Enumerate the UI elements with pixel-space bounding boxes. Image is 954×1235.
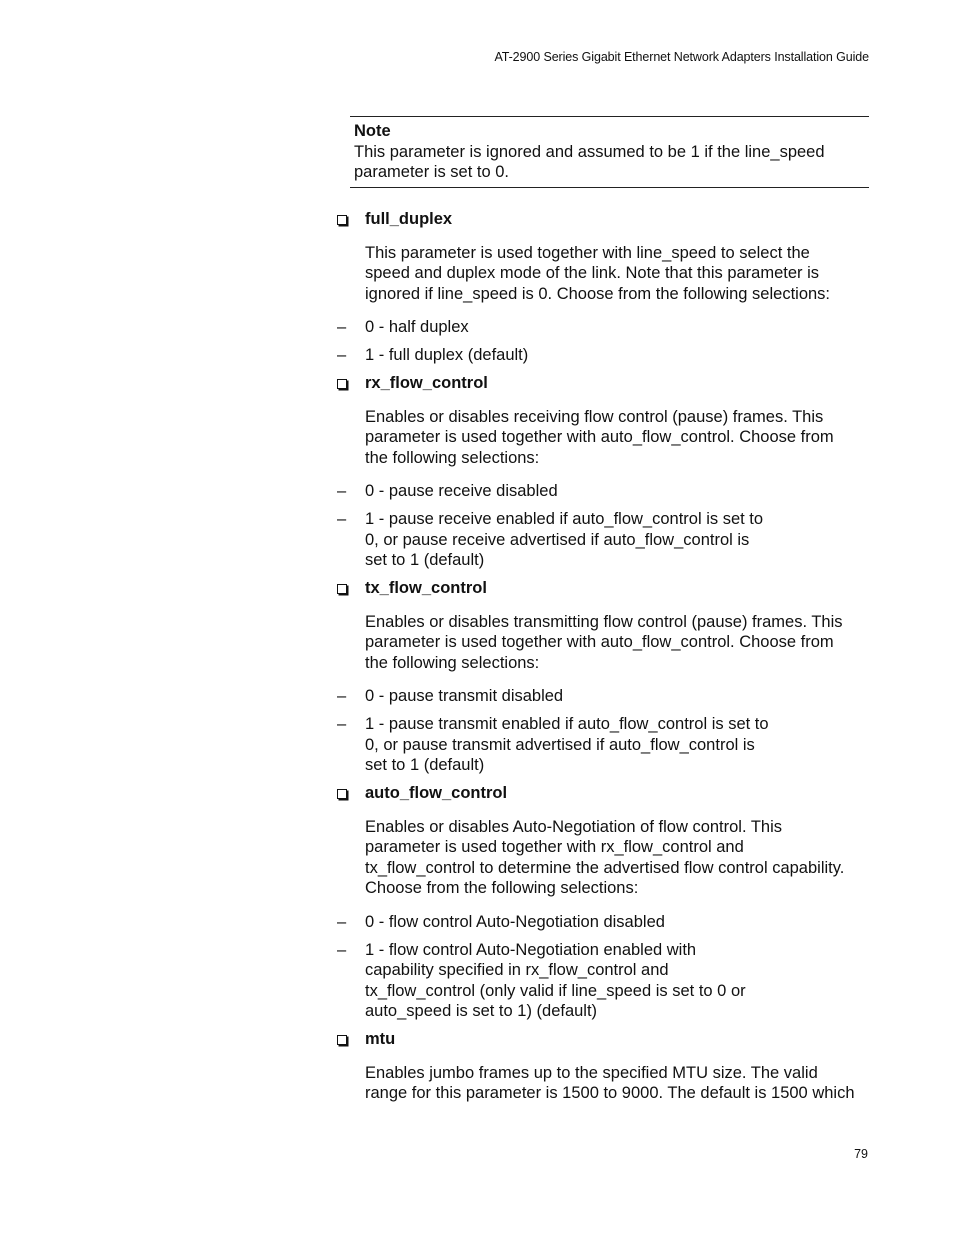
option-line: capability specified in rx_flow_control and bbox=[365, 961, 669, 979]
dash-bullet: – bbox=[337, 510, 347, 528]
option-item bbox=[334, 317, 874, 338]
dash-bullet: – bbox=[337, 482, 347, 500]
dash-bullet: – bbox=[337, 912, 347, 931]
option-item bbox=[334, 912, 874, 933]
desc-line: the following selections: bbox=[365, 653, 540, 672]
option-line: 0, or pause receive advertised if auto_flow_control is bbox=[365, 530, 750, 549]
dash-bullet: – bbox=[337, 318, 347, 336]
desc-line: Enables or disables transmitting flow control (pause) frames. This bbox=[365, 612, 843, 631]
param-heading-full-duplex bbox=[334, 209, 874, 230]
param-description bbox=[334, 612, 874, 674]
param-name: full_duplex bbox=[365, 210, 453, 228]
param-name: rx_flow_control bbox=[365, 374, 488, 392]
param-name: tx_flow_control bbox=[365, 579, 487, 597]
desc-line: This parameter is used together with line_speed to select the bbox=[365, 243, 810, 262]
param-description bbox=[334, 817, 874, 899]
desc-line: speed and duplex mode of the link. Note that this parameter is bbox=[365, 264, 820, 282]
desc-line: range for this parameter is 1500 to 9000. The default is 1500 which bbox=[365, 1084, 855, 1102]
option-item bbox=[334, 686, 874, 707]
param-heading-rx-flow-control bbox=[334, 373, 874, 394]
checkbox-bullet-icon bbox=[337, 215, 347, 225]
option-line: set to 1 (default) bbox=[365, 551, 485, 569]
param-description bbox=[334, 243, 874, 305]
option-item bbox=[334, 345, 874, 366]
dash-bullet: – bbox=[337, 715, 347, 733]
param-heading-auto-flow-control bbox=[334, 783, 874, 804]
note-text-line: This parameter is ignored and assumed to be 1 if the line_speed bbox=[354, 142, 825, 161]
note-text-line: parameter is set to 0. bbox=[354, 163, 509, 181]
param-name: mtu bbox=[365, 1030, 396, 1048]
note-box bbox=[350, 116, 869, 188]
option-line: 0 - pause receive disabled bbox=[365, 482, 558, 500]
param-description bbox=[334, 1063, 874, 1104]
note-title: Note bbox=[354, 122, 391, 140]
dash-bullet: – bbox=[337, 687, 347, 705]
option-item bbox=[334, 509, 874, 571]
option-line: 1 - full duplex (default) bbox=[365, 346, 529, 364]
checkbox-bullet-icon bbox=[337, 584, 347, 594]
desc-line: parameter is used together with rx_flow_control and bbox=[365, 838, 744, 856]
option-item bbox=[334, 940, 874, 1022]
param-name: auto_flow_control bbox=[365, 784, 508, 802]
checkbox-bullet-icon bbox=[337, 789, 347, 799]
option-line: tx_flow_control (only valid if line_speed is set to 0 or bbox=[365, 981, 746, 1000]
running-header: AT-2900 Series Gigabit Ethernet Network Adapters Installation Guide bbox=[494, 50, 869, 64]
option-line: 0 - pause transmit disabled bbox=[365, 687, 564, 705]
desc-line: Enables or disables receiving flow control (pause) frames. This bbox=[365, 407, 824, 426]
desc-line: Enables jumbo frames up to the specified MTU size. The valid bbox=[365, 1063, 818, 1082]
option-item bbox=[334, 481, 874, 502]
dash-bullet: – bbox=[337, 940, 347, 959]
param-heading-mtu bbox=[334, 1029, 874, 1050]
option-item bbox=[334, 714, 874, 776]
option-line: 1 - pause receive enabled if auto_flow_control is set to bbox=[365, 510, 764, 528]
desc-line: Enables or disables Auto-Negotiation of flow control. This bbox=[365, 817, 783, 836]
page-number: 79 bbox=[854, 1147, 868, 1161]
desc-line: tx_flow_control to determine the advertised flow control capability. bbox=[365, 858, 845, 877]
option-line: 0, or pause transmit advertised if auto_flow_control is bbox=[365, 735, 755, 754]
dash-bullet: – bbox=[337, 346, 347, 364]
param-heading-tx-flow-control bbox=[334, 578, 874, 599]
desc-line: Choose from the following selections: bbox=[365, 879, 639, 897]
desc-line: parameter is used together with auto_flow_control. Choose from bbox=[365, 428, 834, 446]
desc-line: the following selections: bbox=[365, 448, 540, 467]
option-line: 0 - half duplex bbox=[365, 318, 469, 336]
option-line: 0 - flow control Auto-Negotiation disabled bbox=[365, 912, 665, 931]
option-line: 1 - pause transmit enabled if auto_flow_control is set to bbox=[365, 715, 769, 733]
checkbox-bullet-icon bbox=[337, 1035, 347, 1045]
desc-line: parameter is used together with auto_flow_control. Choose from bbox=[365, 633, 834, 651]
checkbox-bullet-icon bbox=[337, 379, 347, 389]
option-line: auto_speed is set to 1) (default) bbox=[365, 1002, 598, 1020]
parameter-list bbox=[334, 209, 874, 1117]
option-line: 1 - flow control Auto-Negotiation enabled with bbox=[365, 940, 697, 959]
desc-line: ignored if line_speed is 0. Choose from the following selections: bbox=[365, 284, 831, 303]
param-description bbox=[334, 407, 874, 469]
option-line: set to 1 (default) bbox=[365, 756, 485, 774]
